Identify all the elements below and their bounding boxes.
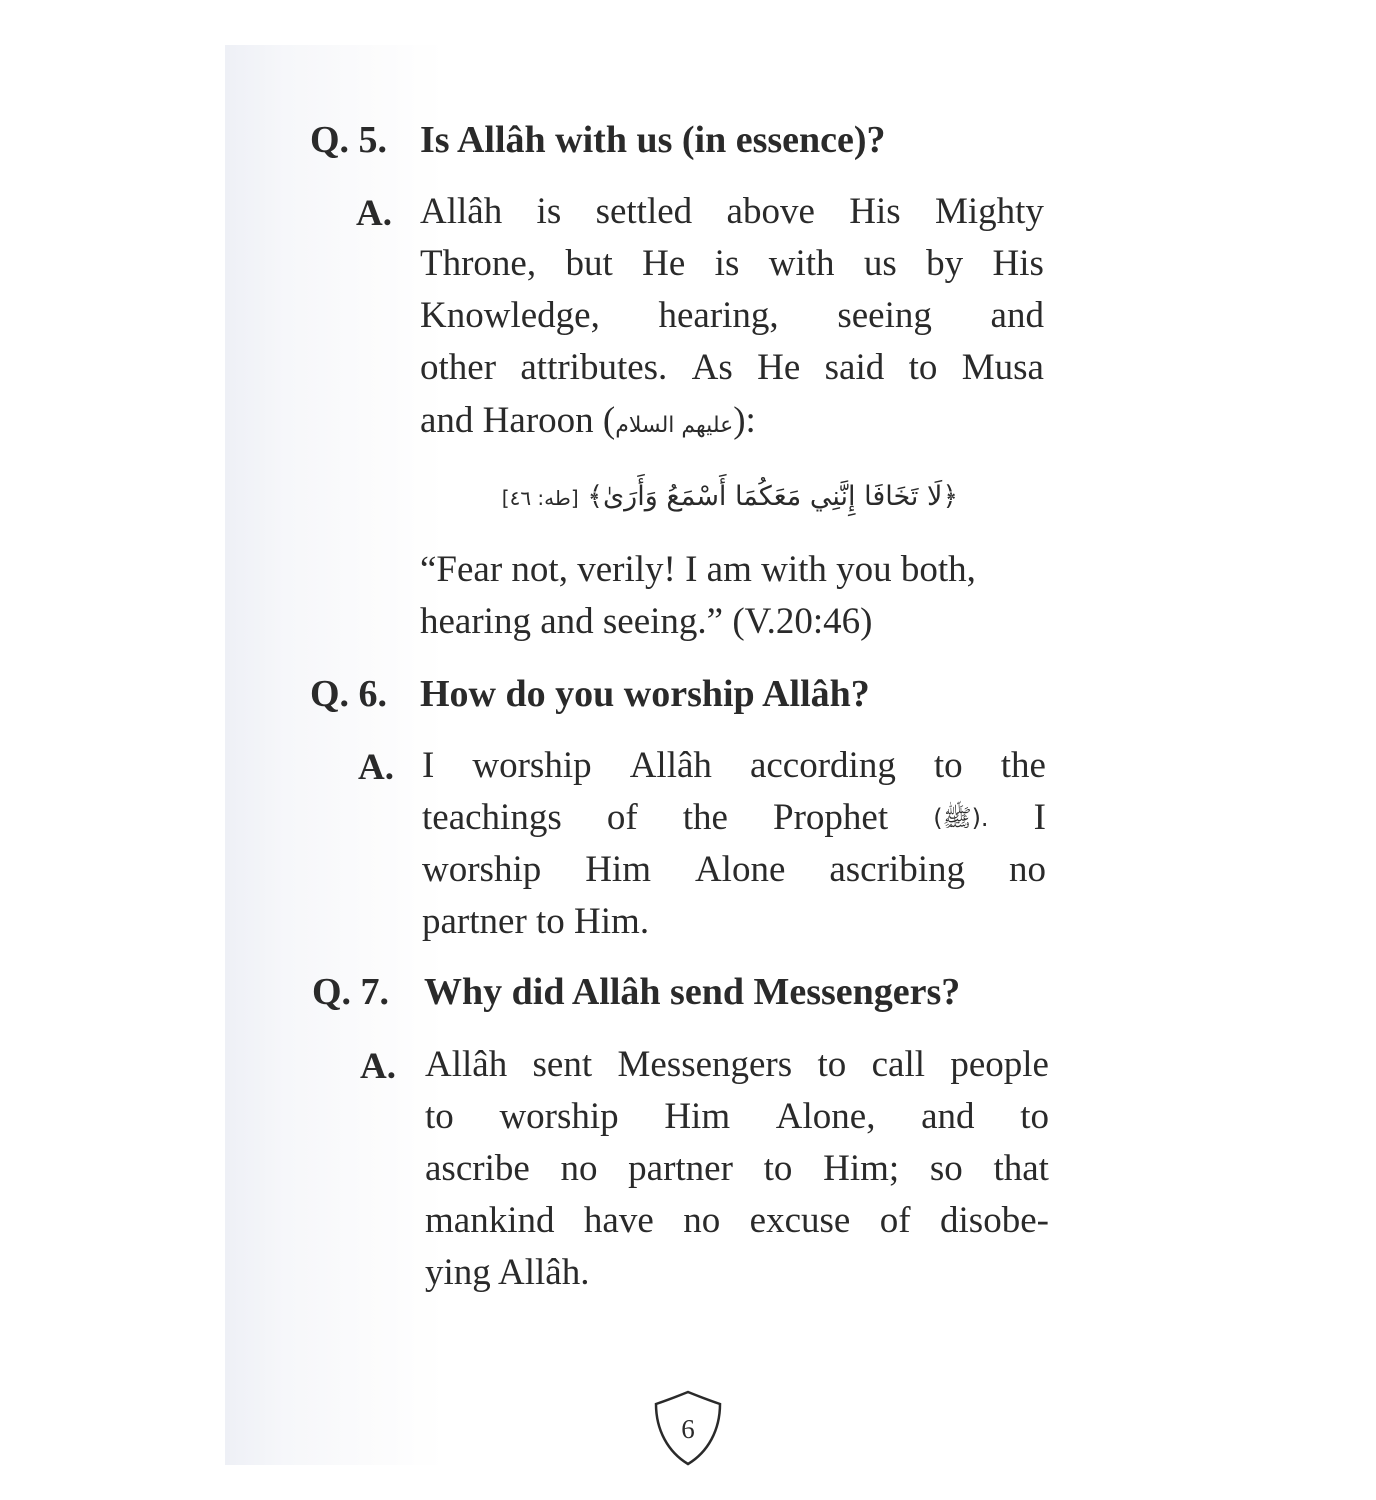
page-number-badge (648, 1390, 728, 1468)
page-number: 6 (681, 1414, 695, 1444)
pbuh-glyph: (ﷺ). (933, 804, 989, 832)
q6-number: Q. 6. (310, 673, 388, 715)
q6-answer-line-2: teachings of the Prophet (ﷺ). I (422, 797, 1046, 838)
q5-answer-line-3: Knowledge, hearing, seeing and (420, 295, 1044, 336)
q5-answer-mark: A. (356, 193, 392, 234)
q7-answer-line-3: ascribe no partner to Him; so that (425, 1148, 1049, 1189)
q5-answer-line-2: Throne, but He is with us by His (420, 243, 1044, 284)
q6-answer-line-3: worship Him Alone ascribing no (422, 849, 1046, 890)
q5-translation-line-1: “Fear not, verily! I am with you both, (420, 549, 976, 590)
quran-verse-arabic: ﴿لَا تَخَافَا إِنَّنِي مَعَكُمَا أَسْمَعُ وَأَرَىٰ﴾ [طه: ٤٦] (501, 481, 959, 512)
q5-answer-line-4: other attributes. As He said to Musa (420, 347, 1044, 388)
q6-answer-line-4: partner to Him. (422, 901, 650, 942)
q5-translation-line-2: hearing and seeing.” (V.20:46) (420, 601, 873, 642)
q7-answer-mark: A. (360, 1046, 396, 1087)
q7-answer-line-5: ying Allâh. (425, 1252, 590, 1293)
q7-answer-line-4: mankind have no excuse of disobe- (425, 1200, 1049, 1241)
bleed-through-text (312, 200, 320, 234)
q5-answer-line-5: and Haroon (عليهم السلام): (420, 400, 756, 441)
q7-answer-line-2: to worship Him Alone, and to (425, 1096, 1049, 1137)
q5-number: Q. 5. (310, 119, 388, 161)
q5-question: Is Allâh with us (in essence)? (420, 119, 886, 161)
alayhim-salam-arabic: عليهم السلام (615, 413, 734, 438)
quran-verse-reference: [طه: ٤٦] (501, 486, 579, 510)
q6-answer-mark: A. (358, 747, 394, 788)
q6-answer-line-1: I worship Allâh according to the (422, 745, 1046, 786)
q5-answer-line-1: Allâh is settled above His Mighty (420, 191, 1044, 232)
q7-question: Why did Allâh send Messengers? (424, 971, 961, 1013)
q7-answer-line-1: Allâh sent Messengers to call people (425, 1044, 1049, 1085)
q7-number: Q. 7. (312, 971, 390, 1013)
q6-question: How do you worship Allâh? (420, 673, 870, 715)
